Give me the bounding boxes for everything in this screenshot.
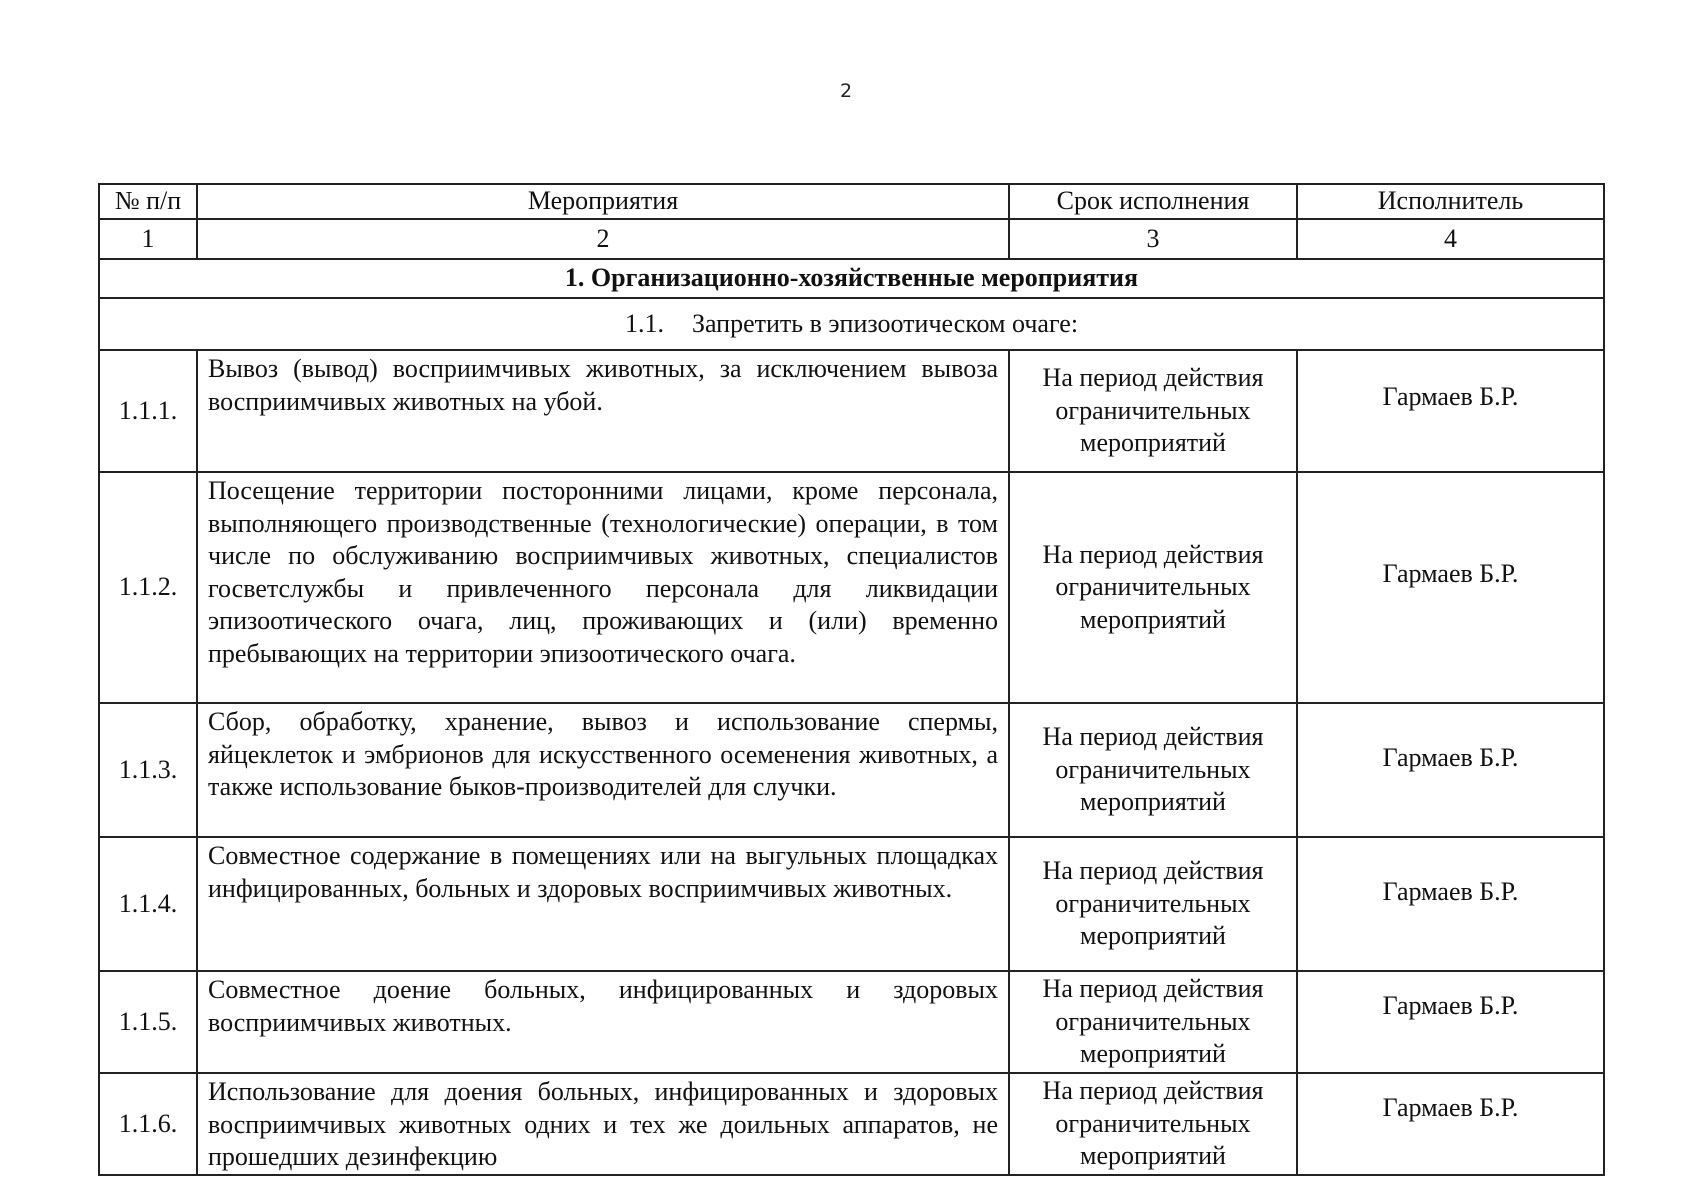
row-number: 1.1.2.: [99, 472, 197, 703]
row-term: На период действия ограничительных мероприятий: [1009, 1073, 1297, 1175]
row-executor: Гармаев Б.Р.: [1382, 382, 1519, 411]
section-title: 1. Организационно-хозяйственные мероприятия: [99, 259, 1604, 298]
column-number: 4: [1297, 219, 1604, 259]
header-number: № п/п: [99, 184, 197, 219]
page-number: 2: [839, 80, 853, 102]
header-measures: Мероприятия: [197, 184, 1009, 219]
row-description: Вывоз (вывод) восприимчивых животных, за исключением вывоза восприимчивых животных на убой.: [197, 350, 1009, 472]
row-executor: Гармаев Б.Р.: [1382, 1093, 1519, 1122]
table-row: [99, 837, 1604, 971]
column-number-row: [99, 219, 1604, 259]
row-description: Сбор, обработку, хранение, вывоз и использование спермы, яйцеклеток и эмбрионов для искусственного осеменения животных, а также использование быков-производителей для случки.: [197, 703, 1009, 837]
row-term: На период действия ограничительных мероприятий: [1009, 472, 1297, 703]
row-executor-cell: [1297, 350, 1604, 472]
table-header-row: [99, 184, 1604, 219]
row-description: Совместное доение больных, инфицированных и здоровых восприимчивых животных.: [197, 971, 1009, 1073]
row-term: На период действия ограничительных мероприятий: [1009, 971, 1297, 1073]
header-executor: Исполнитель: [1297, 184, 1604, 219]
subsection-row: [99, 298, 1604, 350]
table-row: [99, 971, 1604, 1073]
row-number: 1.1.4.: [99, 837, 197, 971]
row-term: На период действия ограничительных мероприятий: [1009, 837, 1297, 971]
section-row: [99, 259, 1604, 298]
table-row: [99, 703, 1604, 837]
column-number: 1: [99, 219, 197, 259]
row-executor-cell: [1297, 472, 1604, 703]
row-executor: Гармаев Б.Р.: [1382, 991, 1519, 1020]
row-number: 1.1.3.: [99, 703, 197, 837]
row-description: Совместное содержание в помещениях или на выгульных площадках инфицированных, больных и здоровых восприимчивых животных.: [197, 837, 1009, 971]
table-row: [99, 350, 1604, 472]
header-term: Срок исполнения: [1009, 184, 1297, 219]
row-description: Использование для доения больных, инфицированных и здоровых восприимчивых животных одних и тех же доильных аппаратов, не прошедших дезинфекцию: [197, 1073, 1009, 1175]
column-number: 2: [197, 219, 1009, 259]
subsection-cell: [99, 298, 1604, 350]
table-row: [99, 1073, 1604, 1175]
row-executor-cell: [1297, 837, 1604, 971]
table-row: [99, 472, 1604, 703]
subsection-number: 1.1.: [624, 308, 664, 338]
measures-table: [98, 183, 1605, 1176]
row-number: 1.1.1.: [99, 350, 197, 472]
row-executor: Гармаев Б.Р.: [1382, 743, 1519, 772]
row-term: На период действия ограничительных мероприятий: [1009, 350, 1297, 472]
column-number: 3: [1009, 219, 1297, 259]
row-term: На период действия ограничительных мероприятий: [1009, 703, 1297, 837]
row-executor: Гармаев Б.Р.: [1382, 559, 1519, 588]
row-number: 1.1.5.: [99, 971, 197, 1073]
row-executor: Гармаев Б.Р.: [1382, 877, 1519, 906]
row-number: 1.1.6.: [99, 1073, 197, 1175]
row-description: Посещение территории посторонними лицами, кроме персонала, выполняющего производственные (технологические) операции, в том числе по обслуживанию восприимчивых животных, специалистов госветслужбы и привлеченного персонала для ликвидации эпизоотического очага, лиц, проживающих и (или) временно пребывающих на территории эпизоотического очага.: [197, 472, 1009, 703]
subsection-title: Запретить в эпизоотическом очаге:: [691, 308, 1079, 338]
row-executor-cell: [1297, 1073, 1604, 1175]
row-executor-cell: [1297, 971, 1604, 1073]
row-executor-cell: [1297, 703, 1604, 837]
